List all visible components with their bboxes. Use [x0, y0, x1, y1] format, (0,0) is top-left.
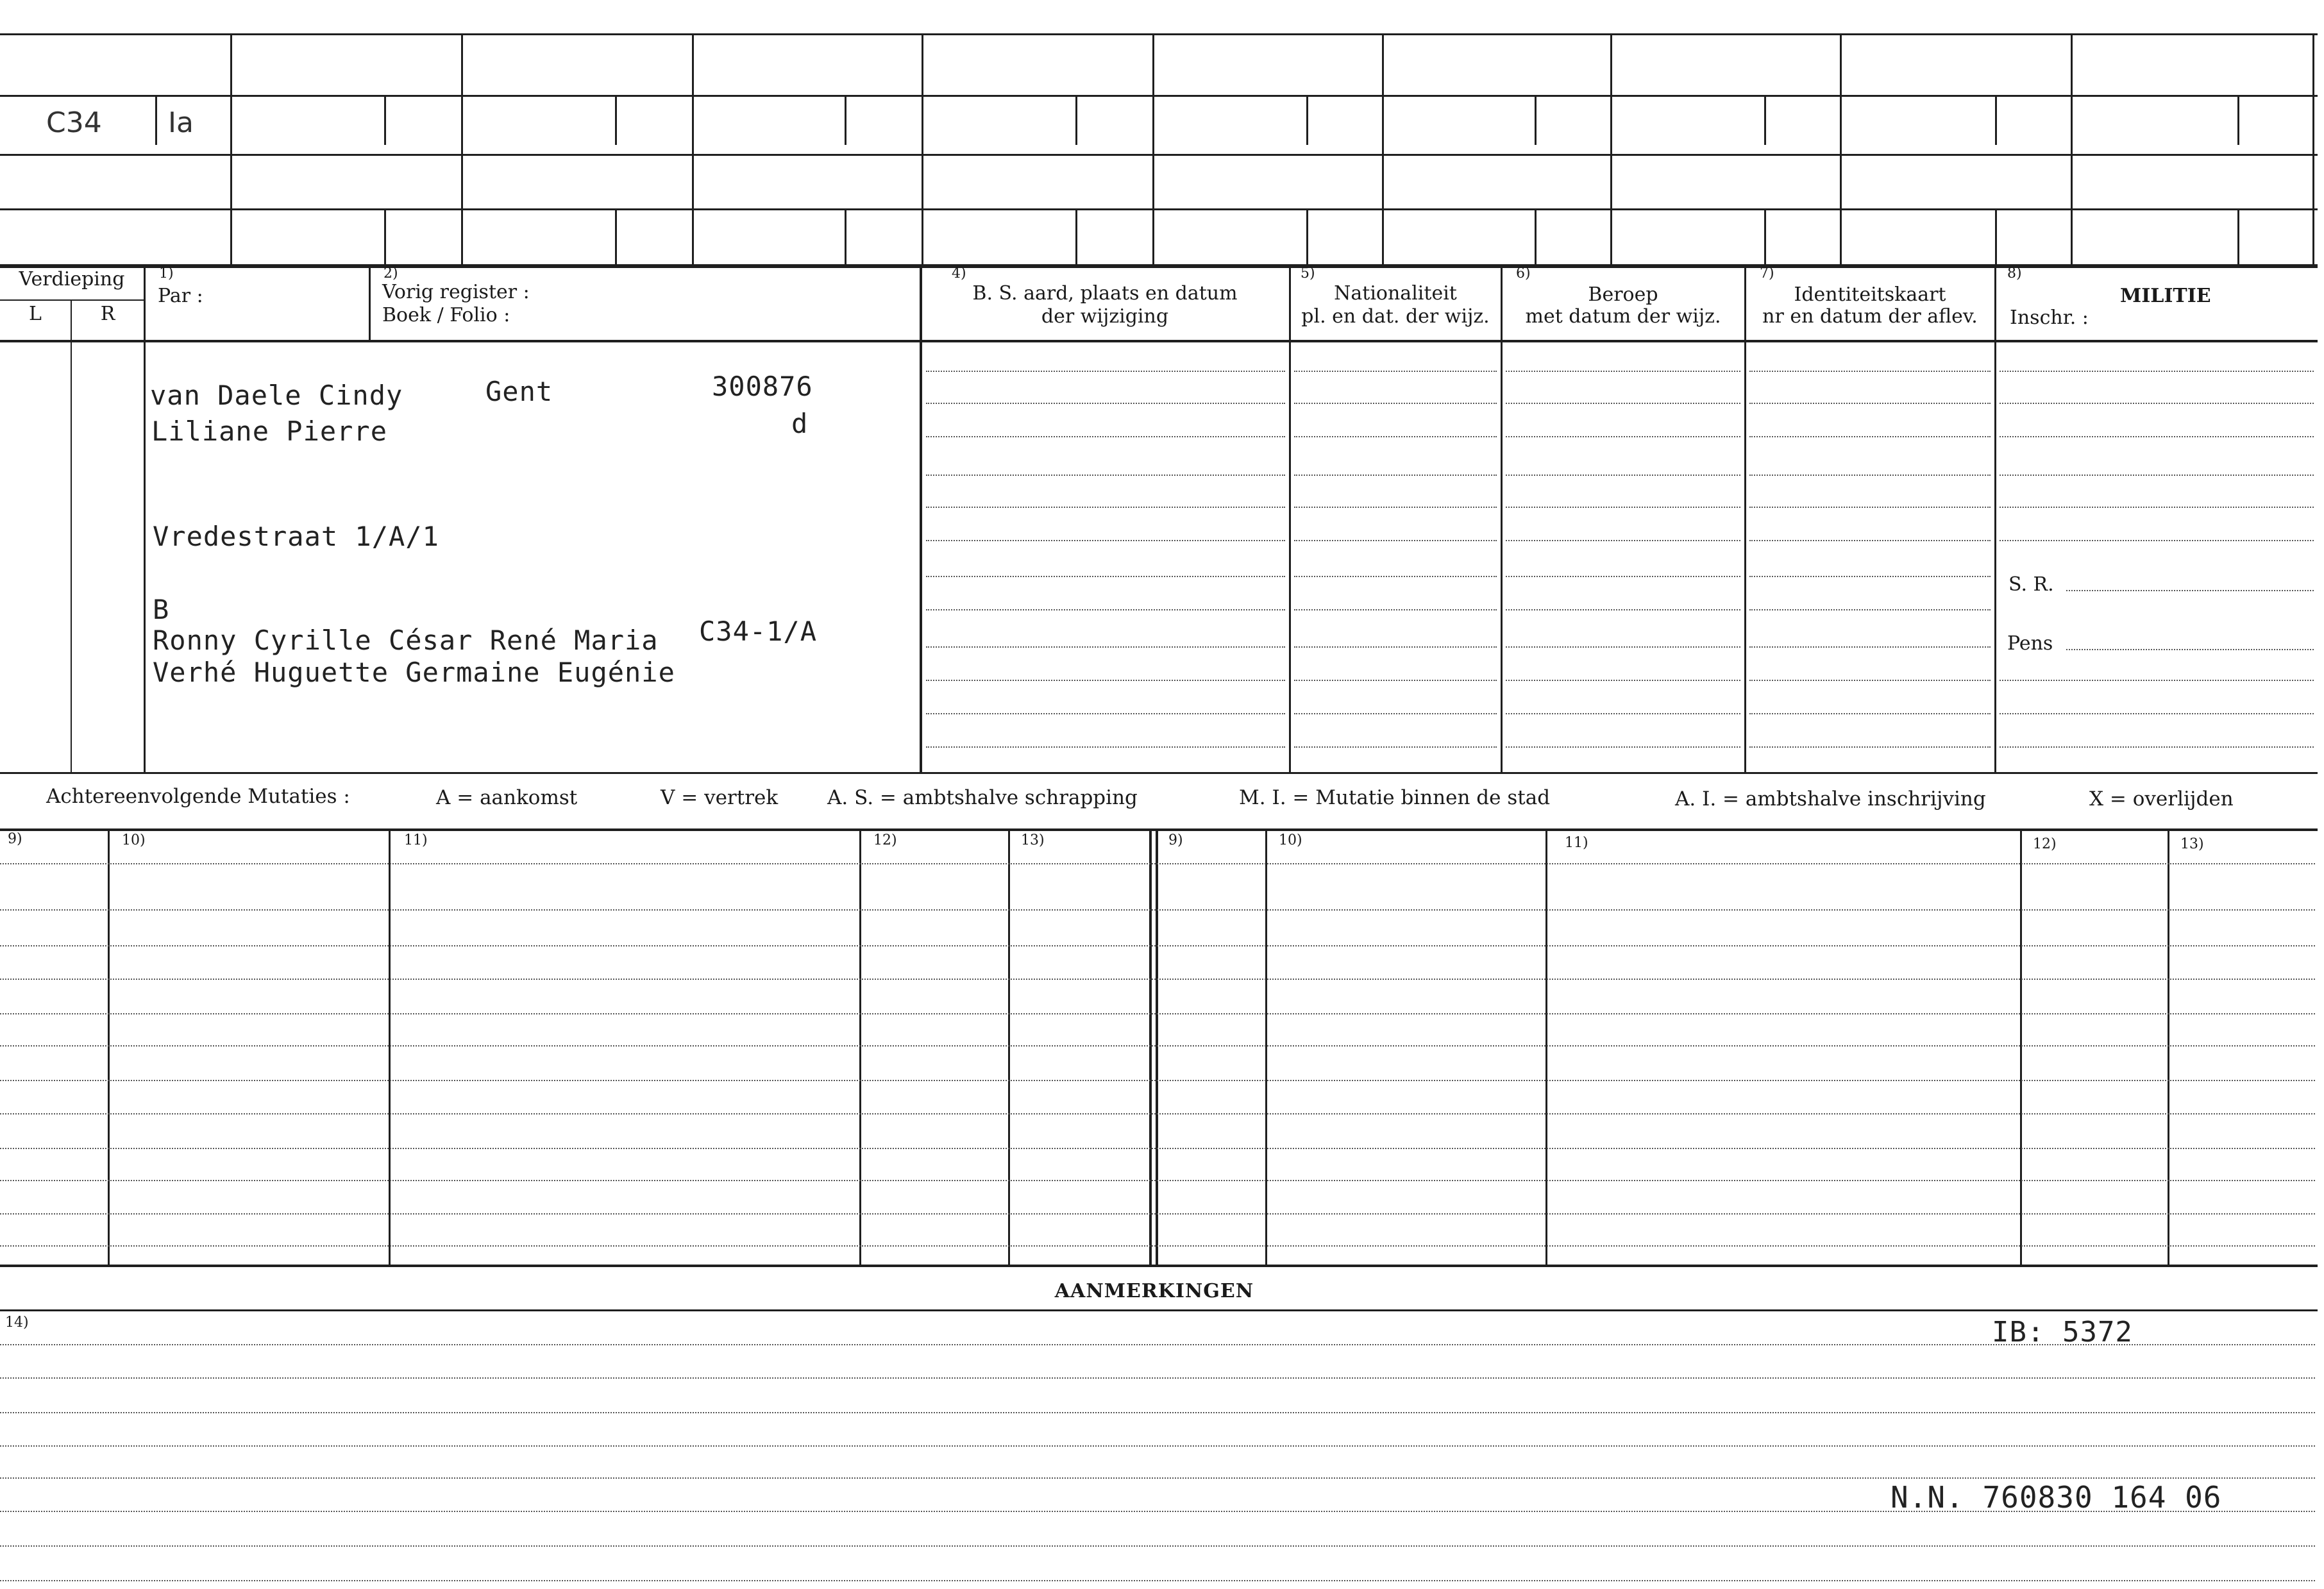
b-name-2: Verhé Huguette Germaine Eugénie: [153, 657, 675, 688]
militie-label: MILITIE: [2120, 285, 2211, 307]
legend-vertrek: V = vertrek: [661, 786, 779, 809]
nat-header-line2: pl. en dat. der wijz.: [1301, 305, 1490, 328]
ib-number: IB: 5372: [1992, 1316, 2133, 1349]
legend-aankomst: A = aankomst: [436, 786, 578, 809]
b-label: B: [153, 594, 170, 625]
left-label: L: [29, 303, 42, 325]
mut-header-11a: 11): [404, 832, 428, 848]
id-header-line2: nr en datum der aflev.: [1762, 305, 1978, 328]
id-header-line1: Identiteitskaart: [1794, 283, 1946, 306]
bs-header-line1: B. S. aard, plaats en datum: [972, 282, 1238, 305]
remarks-title: AANMERKINGEN: [1054, 1280, 1254, 1302]
remarks-num: 14): [5, 1315, 29, 1331]
pens-label: Pens: [2007, 632, 2053, 655]
national-number: N.N. 760830 164 06: [1890, 1480, 2222, 1515]
legend-ambtshalve-inschrijving: A. I. = ambtshalve inschrijving: [1675, 787, 1986, 811]
mut-header-11b: 11): [1565, 835, 1588, 851]
beroep-header-line2: met datum der wijz.: [1525, 305, 1721, 328]
legend-title: Achtereenvolgende Mutaties :: [46, 785, 350, 808]
col7-num: 7): [1760, 265, 1774, 282]
inschr-label: Inschr. :: [2010, 307, 2089, 329]
col6-num: 6): [1516, 265, 1531, 282]
nat-header-line1: Nationaliteit: [1334, 282, 1457, 305]
person-gender: d: [791, 408, 809, 439]
block-code: C34: [46, 106, 102, 139]
verdieping-label: Verdieping: [19, 268, 125, 290]
person-birthplace: Gent: [485, 376, 553, 407]
person-parent: Liliane Pierre: [151, 416, 388, 447]
col4-num: 4): [952, 265, 966, 282]
legend-ambtshalve-schrapping: A. S. = ambtshalve schrapping: [827, 786, 1138, 809]
b-reference: C34-1/A: [699, 616, 818, 647]
boek-folio-label: Boek / Folio :: [382, 304, 510, 326]
mut-header-13b: 13): [2180, 836, 2204, 852]
person-birthdate: 300876: [712, 371, 813, 402]
mut-header-13a: 13): [1021, 832, 1045, 848]
par-label: Par :: [158, 285, 203, 307]
mut-header-9a: 9): [8, 831, 22, 847]
col8-num: 8): [2007, 265, 2022, 282]
legend-overlijden: X = overlijden: [2089, 787, 2234, 811]
b-name: Ronny Cyrille César René Maria: [153, 625, 659, 656]
mut-header-12a: 12): [873, 832, 897, 848]
sr-label: S. R.: [2008, 573, 2054, 596]
mut-header-12b: 12): [2033, 836, 2057, 852]
mut-header-10b: 10): [1279, 832, 1302, 848]
mut-header-9b: 9): [1168, 832, 1183, 848]
mut-header-10a: 10): [122, 832, 146, 848]
vorig-register-label: Vorig register :: [382, 281, 530, 303]
col5-num: 5): [1301, 265, 1315, 282]
legend-mutatie-stad: M. I. = Mutatie binnen de stad: [1239, 786, 1551, 809]
person-address: Vredestraat 1/A/1: [153, 521, 439, 552]
col1-num: 1): [159, 265, 174, 282]
bs-header-line2: der wijziging: [1041, 305, 1169, 328]
section-code: Ia: [168, 106, 194, 139]
beroep-header-line1: Beroep: [1588, 283, 1658, 306]
col2-num: 2): [383, 265, 398, 282]
right-label: R: [100, 303, 115, 325]
person-name: van Daele Cindy: [150, 380, 403, 411]
